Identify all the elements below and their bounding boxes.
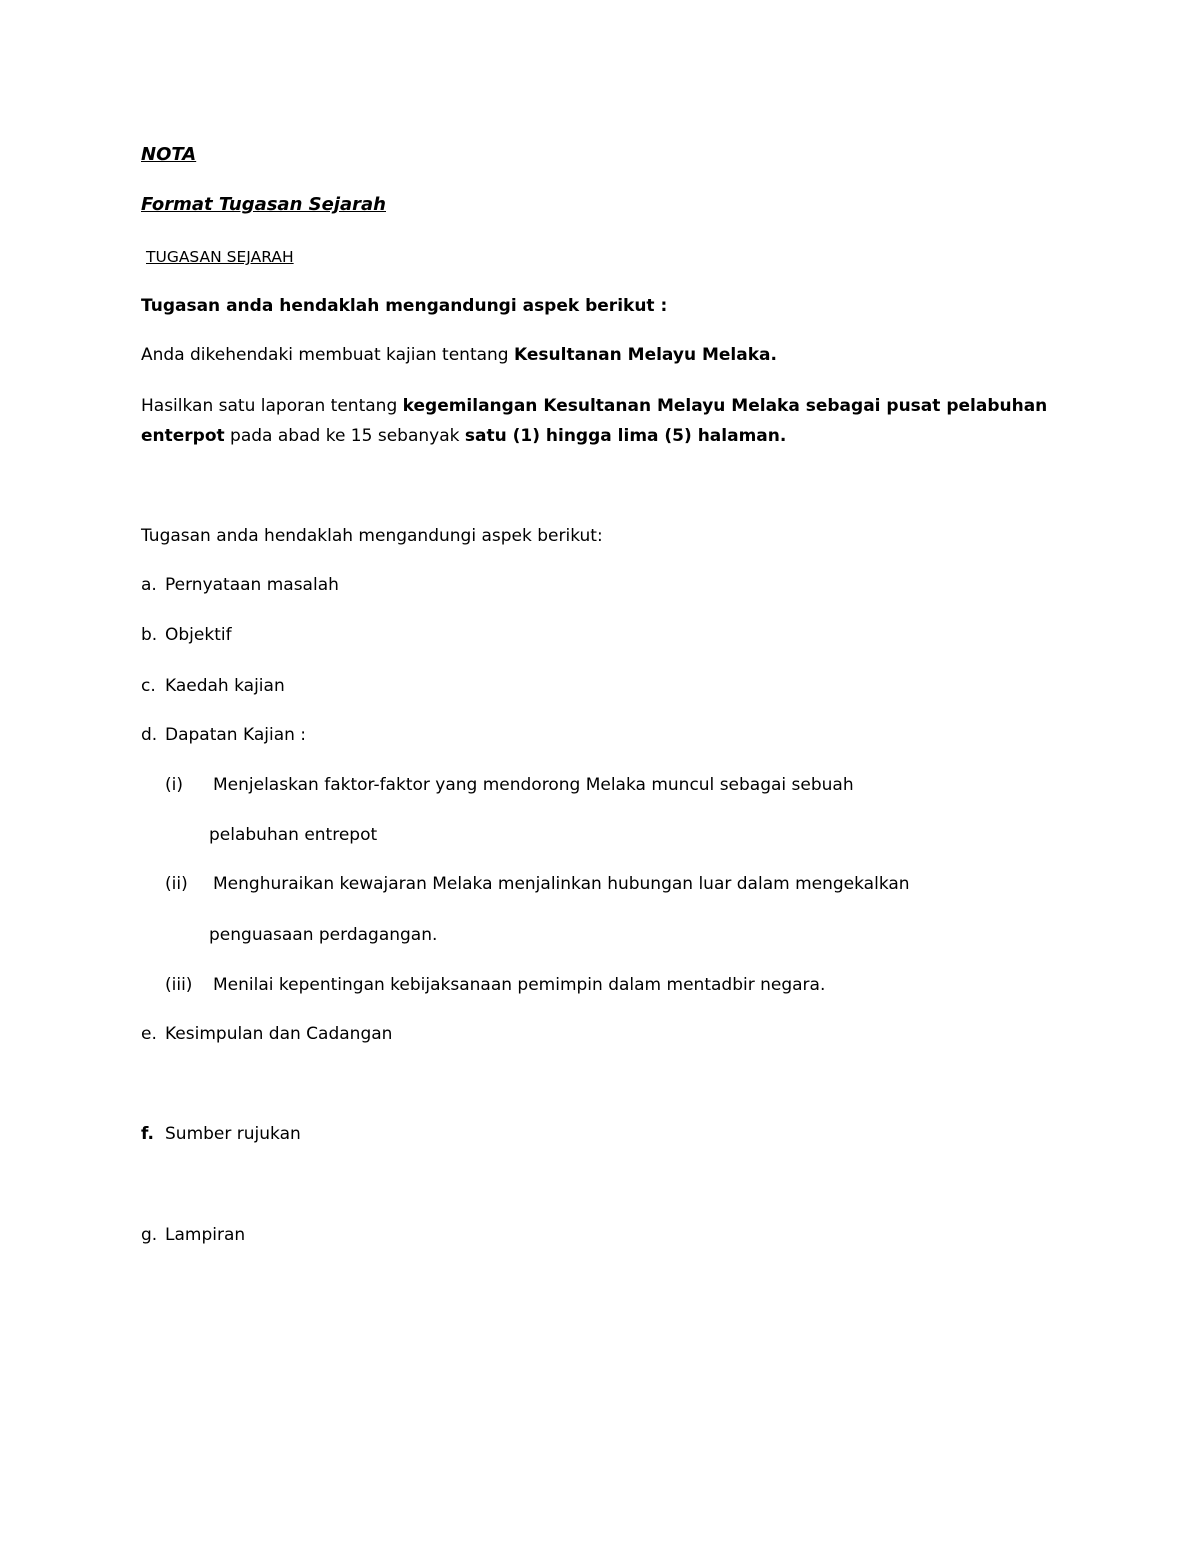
report-line-1 — [141, 395, 1047, 417]
report-line-2-text: pada abad ke 15 sebanyak — [224, 426, 465, 446]
sub-item-marker: (iii) — [165, 975, 193, 995]
report-line-2-bold-1: enterpot — [141, 426, 225, 446]
report-line-1-text: Hasilkan satu laporan tentang — [141, 396, 403, 416]
study-line — [141, 344, 777, 366]
list-item-text: Pernyataan masalah — [165, 575, 339, 595]
format-title: Format Tugasan Sejarah — [141, 194, 386, 215]
list-marker: e. — [141, 1024, 157, 1044]
sub-item-ii-continuation: penguasaan perdagangan. — [209, 925, 438, 945]
list-item-text: Kesimpulan dan Cadangan — [165, 1024, 393, 1044]
study-line-bold: Kesultanan Melayu Melaka. — [514, 345, 777, 365]
sub-item-marker: (ii) — [165, 874, 188, 894]
list-item-g — [141, 1224, 245, 1246]
list-item-text: Objektif — [165, 625, 232, 645]
sub-item-i-continuation: pelabuhan entrepot — [209, 825, 378, 845]
list-marker: f. — [141, 1124, 154, 1144]
list-marker: a. — [141, 575, 157, 595]
aspects-intro: Tugasan anda hendaklah mengandungi aspek berikut: — [141, 526, 603, 546]
list-item-e — [141, 1023, 392, 1045]
list-item-c — [141, 675, 285, 697]
study-line-text: Anda dikehendaki membuat kajian tentang — [141, 345, 515, 365]
report-line-2 — [141, 425, 786, 447]
list-item-b — [141, 624, 232, 646]
nota-heading: NOTA — [141, 144, 197, 165]
instruction-bold: Tugasan anda hendaklah mengandungi aspek berikut : — [141, 296, 668, 316]
tugasan-heading: TUGASAN SEJARAH — [146, 248, 294, 266]
list-marker: g. — [141, 1225, 158, 1245]
report-line-1-bold: kegemilangan Kesultanan Melayu Melaka sebagai pusat pelabuhan — [402, 396, 1048, 416]
list-marker: c. — [141, 676, 156, 696]
list-item-a — [141, 574, 339, 596]
list-item-text: Sumber rujukan — [165, 1124, 301, 1144]
sub-item-ii — [165, 873, 910, 895]
list-item-d — [141, 724, 306, 746]
list-item-text: Kaedah kajian — [165, 676, 285, 696]
report-line-2-bold-2: satu (1) hingga lima (5) halaman. — [464, 426, 787, 446]
list-item-text: Dapatan Kajian : — [165, 725, 307, 745]
list-item-text: Lampiran — [165, 1225, 246, 1245]
sub-item-text: Menghuraikan kewajaran Melaka menjalinkan hubungan luar dalam mengekalkan — [213, 874, 910, 894]
sub-item-text: Menilai kepentingan kebijaksanaan pemimpin dalam mentadbir negara. — [213, 975, 826, 995]
sub-item-marker: (i) — [165, 775, 183, 795]
sub-item-i — [165, 774, 854, 796]
list-marker: d. — [141, 725, 158, 745]
sub-item-text: Menjelaskan faktor-faktor yang mendorong Melaka muncul sebagai sebuah — [213, 775, 854, 795]
list-item-f — [141, 1123, 301, 1145]
sub-item-iii — [165, 974, 825, 996]
list-marker: b. — [141, 625, 158, 645]
